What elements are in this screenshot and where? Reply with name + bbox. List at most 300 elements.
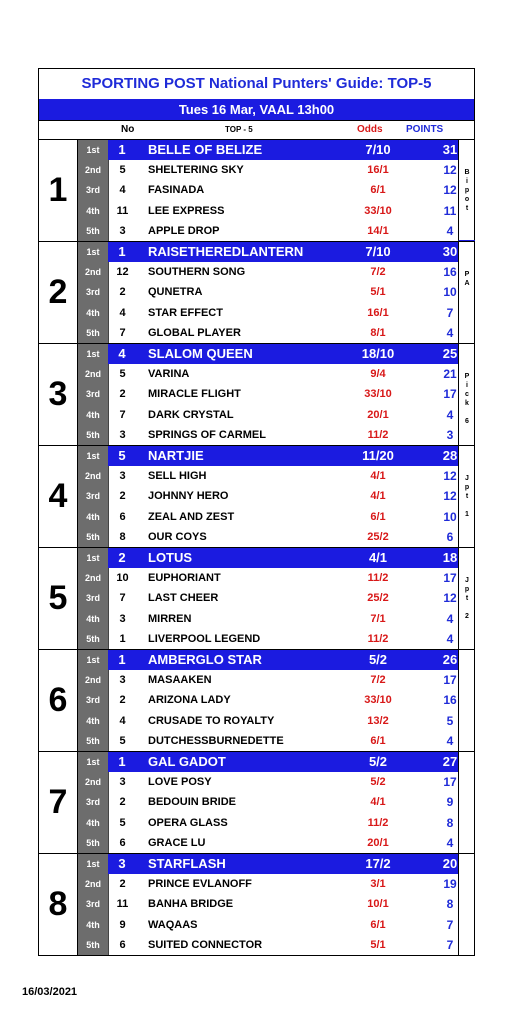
horse-points: 12 <box>443 489 457 504</box>
runner-row <box>78 792 458 812</box>
runner-row <box>78 731 458 751</box>
header-top5: TOP - 5 <box>225 125 253 134</box>
bet-label-letter <box>459 603 475 612</box>
bet-label-letter: B <box>464 169 470 176</box>
finish-position: 4th <box>78 507 108 527</box>
bet-label-letter: p <box>464 484 470 491</box>
horse-number: 2 <box>108 792 136 812</box>
race-block <box>39 752 474 854</box>
horse-points: 25 <box>442 346 458 361</box>
horse-number: 2 <box>108 486 136 506</box>
horse-name: MIRREN <box>148 612 192 625</box>
horse-number: 5 <box>108 731 136 751</box>
horse-name: LEE EXPRESS <box>148 204 225 217</box>
finish-position: 4th <box>78 405 108 425</box>
horse-points: 4 <box>446 835 454 850</box>
horse-odds: 6/1 <box>370 510 386 523</box>
finish-position: 4th <box>78 303 108 323</box>
bet-label-letter: i <box>466 382 468 389</box>
finish-position: 2nd <box>78 160 108 180</box>
horse-number: 9 <box>108 915 136 935</box>
horse-number: 11 <box>108 201 136 221</box>
horse-name: ZEAL AND ZEST <box>148 510 235 523</box>
horse-number: 2 <box>108 690 136 710</box>
header-odds: Odds <box>357 124 383 135</box>
race-number: 5 <box>39 548 78 649</box>
horse-number: 3 <box>108 425 136 445</box>
horse-points: 4 <box>446 325 454 340</box>
horse-odds: 7/2 <box>370 674 386 687</box>
horse-odds: 11/20 <box>362 448 394 463</box>
horse-odds: 7/10 <box>365 142 391 157</box>
punters-guide-sheet <box>38 68 475 956</box>
finish-position: 4th <box>78 609 108 629</box>
horse-odds: 16/1 <box>367 306 389 319</box>
horse-points: 10 <box>443 509 457 524</box>
horse-number: 1 <box>118 244 126 259</box>
horse-name: EUPHORIANT <box>148 572 221 585</box>
finish-position: 3rd <box>78 384 108 404</box>
horse-name: PRINCE EVLANOFF <box>148 878 252 891</box>
bet-label-letter: i <box>466 178 468 185</box>
horse-points: 17 <box>443 387 457 402</box>
horse-name: BANHA BRIDGE <box>148 898 234 911</box>
horse-name: SLALOM QUEEN <box>148 346 253 361</box>
horse-odds: 4/1 <box>370 470 386 483</box>
horse-points: 8 <box>446 815 454 830</box>
exotic-bet-label <box>458 242 475 343</box>
finish-position: 5th <box>78 935 108 955</box>
bet-label-letter: P <box>464 271 470 278</box>
horse-points: 12 <box>443 183 457 198</box>
horse-name: SOUTHERN SONG <box>148 266 246 279</box>
horse-points: 8 <box>446 897 454 912</box>
top-pick-row <box>78 548 458 568</box>
top-pick-row <box>78 854 458 874</box>
runner-row <box>78 813 458 833</box>
runner-row <box>78 711 458 731</box>
horse-name: JOHNNY HERO <box>148 490 229 503</box>
runner-list <box>78 344 458 445</box>
runner-row <box>78 609 458 629</box>
horse-name: MIRACLE FLIGHT <box>148 388 241 401</box>
horse-points: 19 <box>443 877 457 892</box>
horse-odds: 11/2 <box>367 428 389 441</box>
race-meeting-dateline: Tues 16 Mar, VAAL 13h00 <box>39 99 474 120</box>
top-pick-row <box>78 242 458 262</box>
finish-position: 5th <box>78 221 108 241</box>
bet-label-letter: o <box>464 196 470 203</box>
finish-position: 1st <box>78 854 108 874</box>
horse-points: 27 <box>442 754 458 769</box>
exotic-bet-label <box>458 344 475 445</box>
finish-position: 1st <box>78 140 108 160</box>
finish-position: 1st <box>78 650 108 670</box>
horse-number: 8 <box>108 527 136 547</box>
runner-list <box>78 446 458 547</box>
horse-points: 4 <box>446 611 454 626</box>
bet-label-letter: P <box>464 373 470 380</box>
finish-position: 2nd <box>78 772 108 792</box>
horse-odds: 11/2 <box>367 572 389 585</box>
finish-position: 4th <box>78 915 108 935</box>
bet-label-letter: t <box>465 493 469 500</box>
exotic-bet-label <box>458 548 475 649</box>
horse-name: LOVE POSY <box>148 776 212 789</box>
horse-name: MASAAKEN <box>148 674 212 687</box>
runner-row <box>78 935 458 955</box>
horse-number: 2 <box>118 550 126 565</box>
runner-row <box>78 588 458 608</box>
horse-number: 3 <box>118 856 126 871</box>
horse-odds: 33/10 <box>364 388 392 401</box>
horse-name: ARIZONA LADY <box>148 694 231 707</box>
horse-odds: 14/1 <box>367 224 389 237</box>
horse-number: 12 <box>108 262 136 282</box>
horse-number: 5 <box>118 448 126 463</box>
horse-points: 12 <box>443 591 457 606</box>
runner-row <box>78 262 458 282</box>
horse-points: 20 <box>442 856 458 871</box>
finish-position: 1st <box>78 344 108 364</box>
runner-row <box>78 527 458 547</box>
runner-row <box>78 690 458 710</box>
runner-row <box>78 486 458 506</box>
bet-label-letter <box>459 501 475 510</box>
bet-label-letter: p <box>464 586 470 593</box>
race-block <box>39 344 474 446</box>
horse-points: 28 <box>442 448 458 463</box>
horse-name: CRUSADE TO ROYALTY <box>148 714 275 727</box>
finish-position: 3rd <box>78 180 108 200</box>
horse-number: 5 <box>108 364 136 384</box>
horse-odds: 9/4 <box>370 368 386 381</box>
horse-name: SPRINGS OF CARMEL <box>148 428 266 441</box>
horse-name: WAQAAS <box>148 918 198 931</box>
horse-name: DUTCHESSBURNEDETTE <box>148 734 284 747</box>
finish-position: 2nd <box>78 670 108 690</box>
horse-number: 6 <box>108 935 136 955</box>
horse-name: LAST CHEER <box>148 592 219 605</box>
finish-position: 5th <box>78 731 108 751</box>
horse-odds: 5/2 <box>368 754 388 769</box>
runner-row <box>78 466 458 486</box>
finish-position: 3rd <box>78 282 108 302</box>
bet-label-letter: 6 <box>465 418 469 425</box>
finish-position: 1st <box>78 446 108 466</box>
horse-odds: 20/1 <box>367 408 389 421</box>
horse-points: 4 <box>446 223 454 238</box>
runner-list <box>78 140 458 241</box>
finish-position: 3rd <box>78 894 108 914</box>
runner-row <box>78 833 458 853</box>
horse-odds: 5/2 <box>368 652 388 667</box>
race-number: 2 <box>39 242 78 343</box>
exotic-bet-label <box>458 752 475 853</box>
top-pick-row <box>78 446 458 466</box>
horse-number: 5 <box>108 813 136 833</box>
runner-row <box>78 874 458 894</box>
horse-points: 30 <box>442 244 458 259</box>
horse-name: BELLE OF BELIZE <box>148 142 263 157</box>
horse-odds: 33/10 <box>364 694 392 707</box>
runner-row <box>78 323 458 343</box>
horse-name: GAL GADOT <box>148 754 226 769</box>
runner-row <box>78 405 458 425</box>
finish-position: 2nd <box>78 466 108 486</box>
race-number: 6 <box>39 650 78 751</box>
bet-label-letter: 2 <box>465 613 469 620</box>
finish-position: 4th <box>78 711 108 731</box>
horse-points: 18 <box>442 550 458 565</box>
horse-number: 7 <box>108 323 136 343</box>
horse-number: 10 <box>108 568 136 588</box>
horse-odds: 7/2 <box>370 266 386 279</box>
runner-row <box>78 201 458 221</box>
race-number: 7 <box>39 752 78 853</box>
horse-points: 3 <box>446 427 454 442</box>
race-block <box>39 854 474 955</box>
races-table <box>39 140 474 955</box>
bet-label-letter: J <box>465 475 469 482</box>
runner-row <box>78 772 458 792</box>
horse-name: SELL HIGH <box>148 470 207 483</box>
runner-list <box>78 854 458 955</box>
finish-position: 3rd <box>78 792 108 812</box>
runner-list <box>78 242 458 343</box>
horse-odds: 25/2 <box>367 530 389 543</box>
horse-points: 17 <box>443 571 457 586</box>
horse-points: 7 <box>446 937 454 952</box>
horse-number: 4 <box>108 180 136 200</box>
horse-odds: 5/1 <box>370 938 386 951</box>
horse-number: 2 <box>108 874 136 894</box>
horse-points: 12 <box>443 163 457 178</box>
horse-name: STAR EFFECT <box>148 306 223 319</box>
finish-position: 3rd <box>78 690 108 710</box>
top-pick-row <box>78 140 458 160</box>
horse-odds: 5/2 <box>370 776 386 789</box>
finish-position: 5th <box>78 527 108 547</box>
horse-odds: 4/1 <box>370 490 386 503</box>
horse-number: 4 <box>118 346 126 361</box>
race-number: 1 <box>39 140 78 241</box>
horse-odds: 6/1 <box>370 734 386 747</box>
finish-position: 5th <box>78 323 108 343</box>
horse-number: 6 <box>108 833 136 853</box>
horse-odds: 7/10 <box>365 244 391 259</box>
horse-points: 26 <box>442 652 458 667</box>
horse-points: 6 <box>446 529 454 544</box>
runner-list <box>78 548 458 649</box>
horse-number: 3 <box>108 466 136 486</box>
runner-row <box>78 670 458 690</box>
header-no: No <box>121 124 135 135</box>
finish-position: 2nd <box>78 262 108 282</box>
horse-odds: 6/1 <box>370 918 386 931</box>
horse-points: 7 <box>446 305 454 320</box>
horse-name: QUNETRA <box>148 286 203 299</box>
horse-number: 1 <box>118 142 126 157</box>
finish-position: 3rd <box>78 588 108 608</box>
horse-number: 1 <box>118 754 126 769</box>
horse-name: DARK CRYSTAL <box>148 408 234 421</box>
top-pick-row <box>78 650 458 670</box>
horse-odds: 3/1 <box>370 878 386 891</box>
exotic-bet-label <box>458 140 475 241</box>
finish-position: 5th <box>78 833 108 853</box>
horse-odds: 25/2 <box>367 592 389 605</box>
horse-odds: 4/1 <box>368 550 388 565</box>
horse-number: 2 <box>108 282 136 302</box>
runner-list <box>78 752 458 853</box>
column-header-row <box>39 120 474 140</box>
runner-row <box>78 384 458 404</box>
horse-number: 3 <box>108 221 136 241</box>
horse-number: 5 <box>108 160 136 180</box>
horse-number: 3 <box>108 609 136 629</box>
horse-odds: 5/1 <box>370 286 386 299</box>
horse-points: 4 <box>446 407 454 422</box>
horse-name: FASINADA <box>148 184 205 197</box>
footer-date: 16/03/2021 <box>22 986 78 998</box>
race-number: 4 <box>39 446 78 547</box>
horse-odds: 7/1 <box>370 612 386 625</box>
horse-name: LIVERPOOL LEGEND <box>148 632 261 645</box>
finish-position: 1st <box>78 752 108 772</box>
horse-points: 9 <box>446 795 454 810</box>
finish-position: 4th <box>78 201 108 221</box>
horse-points: 31 <box>442 142 458 157</box>
horse-points: 11 <box>443 203 457 218</box>
horse-name: OUR COYS <box>148 530 207 543</box>
runner-list <box>78 650 458 751</box>
finish-position: 2nd <box>78 364 108 384</box>
horse-points: 16 <box>443 265 457 280</box>
runner-row <box>78 221 458 241</box>
runner-row <box>78 160 458 180</box>
bet-label-letter <box>459 408 475 417</box>
horse-points: 16 <box>443 693 457 708</box>
horse-number: 7 <box>108 405 136 425</box>
horse-number: 1 <box>118 652 126 667</box>
horse-name: NARTJIE <box>148 448 204 463</box>
horse-name: BEDOUIN BRIDE <box>148 796 237 809</box>
race-block <box>39 446 474 548</box>
bet-label-letter: t <box>465 595 469 602</box>
horse-name: RAISETHEREDLANTERN <box>148 244 304 259</box>
horse-number: 1 <box>108 629 136 649</box>
page-title: SPORTING POST National Punters' Guide: TOP-5 <box>81 75 432 92</box>
horse-odds: 11/2 <box>367 632 389 645</box>
runner-row <box>78 425 458 445</box>
race-block <box>39 140 474 242</box>
runner-row <box>78 915 458 935</box>
bet-label-letter: c <box>465 391 469 398</box>
horse-number: 4 <box>108 711 136 731</box>
runner-row <box>78 629 458 649</box>
horse-points: 17 <box>443 673 457 688</box>
horse-points: 17 <box>443 775 457 790</box>
header-points: POINTS <box>406 124 444 135</box>
runner-row <box>78 364 458 384</box>
bet-label-letter: t <box>465 205 469 212</box>
bet-label-letter: p <box>464 187 470 194</box>
finish-position: 2nd <box>78 568 108 588</box>
horse-odds: 4/1 <box>370 796 386 809</box>
race-block <box>39 548 474 650</box>
horse-odds: 11/2 <box>367 816 389 829</box>
horse-odds: 18/10 <box>361 346 395 361</box>
top-pick-row <box>78 752 458 772</box>
race-number: 8 <box>39 854 78 955</box>
bet-label-letter: A <box>464 280 470 287</box>
horse-odds: 10/1 <box>367 898 389 911</box>
horse-points: 4 <box>446 733 454 748</box>
exotic-bet-label <box>458 650 475 751</box>
horse-name: GLOBAL PLAYER <box>148 326 241 339</box>
horse-name: APPLE DROP <box>148 224 220 237</box>
bet-label-letter: k <box>465 400 469 407</box>
race-block <box>39 650 474 752</box>
exotic-bet-label <box>458 446 475 547</box>
runner-row <box>78 180 458 200</box>
runner-row <box>78 568 458 588</box>
runner-row <box>78 507 458 527</box>
finish-position: 4th <box>78 813 108 833</box>
runner-row <box>78 303 458 323</box>
horse-name: GRACE LU <box>148 836 206 849</box>
finish-position: 1st <box>78 548 108 568</box>
horse-number: 2 <box>108 384 136 404</box>
horse-name: VARINA <box>148 368 190 381</box>
exotic-bet-label <box>458 854 475 955</box>
horse-points: 10 <box>443 285 457 300</box>
race-number: 3 <box>39 344 78 445</box>
horse-number: 6 <box>108 507 136 527</box>
horse-name: SHELTERING SKY <box>148 164 244 177</box>
horse-points: 7 <box>446 917 454 932</box>
horse-number: 7 <box>108 588 136 608</box>
runner-row <box>78 894 458 914</box>
bet-label-letter: 1 <box>465 511 469 518</box>
horse-number: 4 <box>108 303 136 323</box>
horse-odds: 13/2 <box>367 714 389 727</box>
horse-odds: 16/1 <box>367 164 389 177</box>
horse-odds: 33/10 <box>364 204 392 217</box>
horse-odds: 17/2 <box>365 856 391 871</box>
horse-points: 12 <box>443 469 457 484</box>
horse-odds: 6/1 <box>370 184 386 197</box>
horse-odds: 8/1 <box>370 326 386 339</box>
bet-label-letter: J <box>465 577 469 584</box>
finish-position: 3rd <box>78 486 108 506</box>
horse-number: 3 <box>108 670 136 690</box>
horse-name: SUITED CONNECTOR <box>148 938 263 951</box>
top-pick-row <box>78 344 458 364</box>
horse-number: 11 <box>108 894 136 914</box>
race-block <box>39 242 474 344</box>
horse-number: 3 <box>108 772 136 792</box>
finish-position: 5th <box>78 425 108 445</box>
finish-position: 5th <box>78 629 108 649</box>
horse-odds: 20/1 <box>367 836 389 849</box>
horse-points: 5 <box>446 713 454 728</box>
horse-points: 21 <box>443 367 457 382</box>
finish-position: 1st <box>78 242 108 262</box>
horse-name: AMBERGLO STAR <box>148 652 262 667</box>
horse-points: 4 <box>446 631 454 646</box>
